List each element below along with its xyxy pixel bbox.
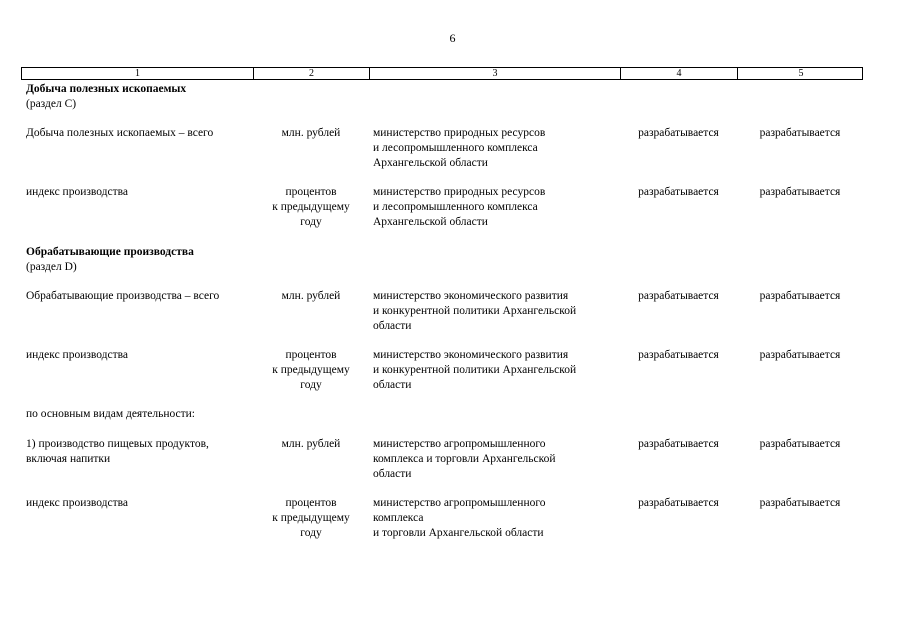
- column-number-2: 2: [254, 68, 370, 79]
- status-col5: разрабатывается: [759, 127, 841, 139]
- status-col4: разрабатывается: [638, 186, 719, 198]
- responsible-line: области: [373, 379, 412, 391]
- indicator-name: 1) производство пищевых продуктов,: [26, 438, 209, 450]
- responsible-line: области: [373, 320, 412, 332]
- section-title: Обрабатывающие производства: [26, 246, 194, 258]
- unit: году: [300, 216, 322, 228]
- table-row: [21, 185, 863, 230]
- indicator-name: Добыча полезных ископаемых – всего: [26, 127, 214, 139]
- status-col5: разрабатывается: [759, 438, 841, 450]
- responsible-line: комплекса: [373, 512, 424, 524]
- responsible-line: министерство природных ресурсов: [373, 127, 546, 139]
- status-col5: разрабатывается: [759, 497, 841, 509]
- responsible-line: министерство природных ресурсов: [373, 186, 546, 198]
- indicator-name: включая напитки: [26, 453, 111, 465]
- responsible-line: и торговли Архангельской области: [373, 527, 544, 539]
- status-col4: разрабатывается: [638, 349, 719, 361]
- responsible-line: Архангельской области: [373, 157, 488, 169]
- unit: году: [300, 379, 322, 391]
- section-title: Добыча полезных ископаемых: [26, 83, 187, 95]
- unit: к предыдущему: [272, 364, 350, 376]
- section-subtitle: (раздел С): [26, 98, 77, 110]
- indicator-name: Обрабатывающие производства – всего: [26, 290, 220, 302]
- status-col5: разрабатывается: [759, 186, 841, 198]
- page-number: 6: [449, 31, 456, 45]
- table-row: [21, 348, 863, 393]
- section-heading-mining: [21, 82, 863, 112]
- status-col4: разрабатывается: [638, 497, 719, 509]
- status-col4: разрабатывается: [638, 290, 719, 302]
- unit: процентов: [285, 349, 337, 361]
- column-number-4: 4: [621, 68, 738, 79]
- responsible-line: и конкурентной политики Архангельской: [373, 305, 577, 317]
- responsible-line: и лесопромышленного комплекса: [373, 201, 538, 213]
- status-col4: разрабатывается: [638, 127, 719, 139]
- column-number-5: 5: [798, 68, 804, 79]
- unit: году: [300, 527, 322, 539]
- responsible-line: министерство агропромышленного: [373, 497, 546, 509]
- table-row: [21, 437, 863, 482]
- status-col5: разрабатывается: [759, 349, 841, 361]
- status-col5: разрабатывается: [759, 290, 841, 302]
- unit: млн. рублей: [281, 438, 341, 450]
- unit: процентов: [285, 497, 337, 509]
- responsible-line: области: [373, 468, 412, 480]
- section-heading-manufacturing: [21, 245, 863, 275]
- unit: к предыдущему: [272, 201, 350, 213]
- table-row: [21, 126, 863, 171]
- column-number-1: 1: [22, 68, 254, 79]
- indicator-name: индекс производства: [26, 186, 129, 198]
- unit: процентов: [285, 186, 337, 198]
- table-row: [21, 289, 863, 334]
- responsible-line: министерство экономического развития: [373, 349, 569, 361]
- section-subtitle: (раздел D): [26, 261, 77, 273]
- subheading-text: по основным видам деятельности:: [26, 408, 196, 420]
- unit: к предыдущему: [272, 512, 350, 524]
- subheading-row: [21, 407, 863, 422]
- indicator-name: индекс производства: [26, 497, 129, 509]
- table-row: [21, 496, 863, 541]
- unit: млн. рублей: [281, 127, 341, 139]
- status-col4: разрабатывается: [638, 438, 719, 450]
- column-number-3: 3: [370, 68, 621, 79]
- responsible-line: и лесопромышленного комплекса: [373, 142, 538, 154]
- responsible-line: комплекса и торговли Архангельской: [373, 453, 556, 465]
- indicator-name: индекс производства: [26, 349, 129, 361]
- table-column-numbers: [21, 67, 863, 80]
- responsible-line: министерство агропромышленного: [373, 438, 546, 450]
- unit: млн. рублей: [281, 290, 341, 302]
- responsible-line: министерство экономического развития: [373, 290, 569, 302]
- responsible-line: и конкурентной политики Архангельской: [373, 364, 577, 376]
- responsible-line: Архангельской области: [373, 216, 488, 228]
